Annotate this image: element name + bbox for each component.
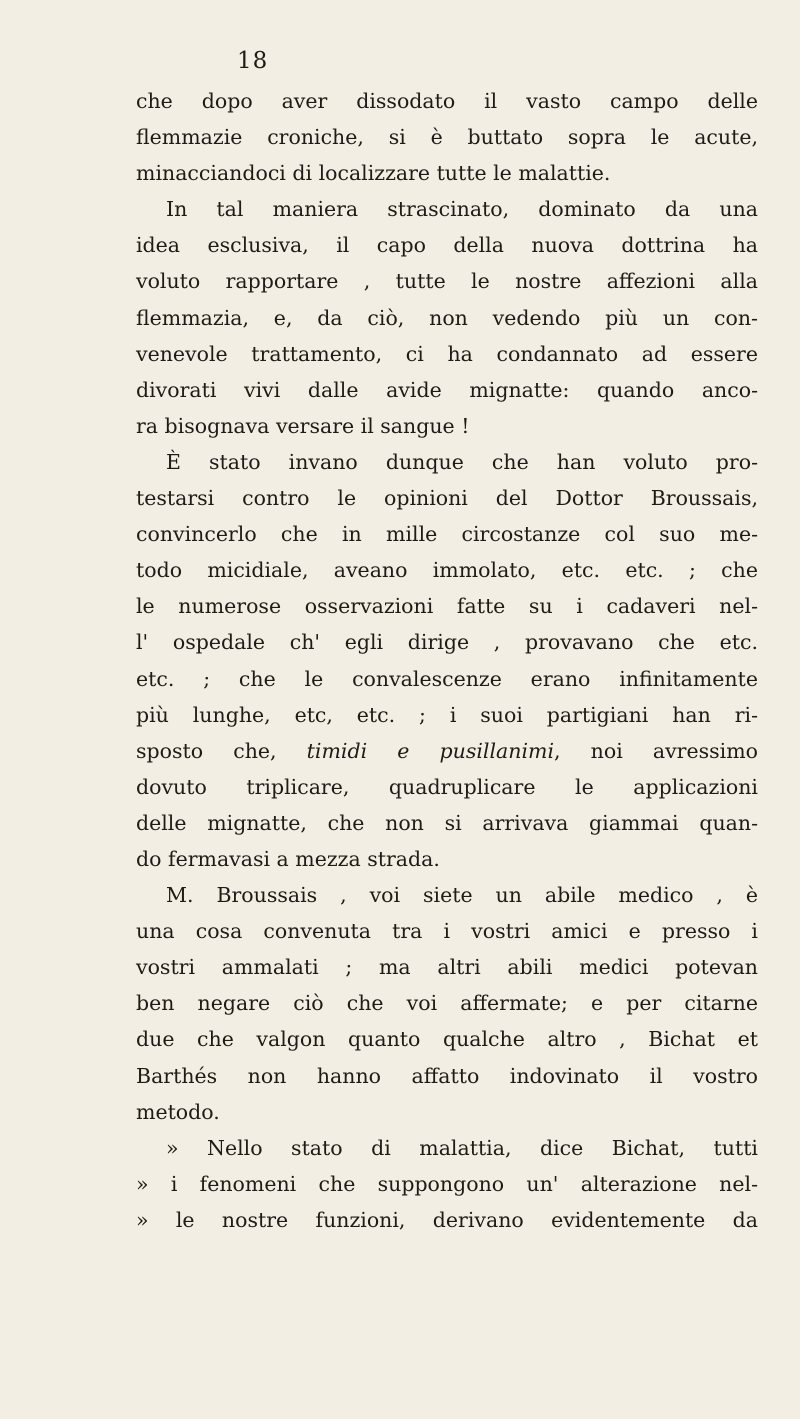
text-line: » Nello stato di malattia, dice Bichat, tutti [166,1135,758,1160]
text-line: do fermavasi a mezza strada. [136,846,440,871]
text-line: idea esclusiva, il capo della nuova dottrina ha [136,233,758,258]
text-line: vostri ammalati ; ma altri abili medici potevan [136,955,758,980]
text-line: che dopo aver dissodato il vasto campo delle [136,89,758,113]
text-line: minacciandoci di localizzare tutte le malattie. [136,161,611,186]
text-line: » i fenomeni che suppongono un' alterazione nel- [136,1171,758,1196]
italic-phrase: timidi e pusillanimi [306,738,555,763]
text-line: todo micidiale, aveano immolato, etc. etc. ; che [136,558,758,583]
text-line [136,733,758,769]
text-line: M. Broussais , voi siete un abile medico , è [166,883,758,908]
text-line: venevole trattamento, ci ha condannato ad essere [136,341,758,366]
text-line: ben negare ciò che voi affermate; e per citarne [136,991,758,1016]
text-line: l' ospedale ch' egli dirige , provavano che etc. [136,630,758,655]
text-line: In tal maniera strascinato, dominato da una [166,197,758,222]
text-line: una cosa convenuta tra i vostri amici e presso i [136,919,758,944]
text-line: metodo. [136,1099,220,1124]
text-line: flemmazia, e, da ciò, non vedendo più un con- [136,305,758,330]
text-line: voluto rapportare , tutte le nostre affezioni alla [136,269,758,294]
text-span: , noi avressimo [554,738,758,763]
body-text [136,83,758,1238]
text-line: più lunghe, etc, etc. ; i suoi partigiani han ri- [136,702,758,727]
text-line: divorati vivi dalle avide mignatte: quando anco- [136,377,758,402]
text-line: etc. ; che le convalescenze erano infinitamente [136,666,758,691]
text-line: » le nostre funzioni, derivano evidentemente da [136,1207,758,1232]
text-line: Barthés non hanno affatto indovinato il vostro [136,1063,758,1088]
text-line: testarsi contro le opinioni del Dottor Broussais, [136,486,758,511]
text-line: È stato invano dunque che han voluto pro- [166,449,758,474]
text-line: le numerose osservazioni fatte su i cadaveri nel- [136,594,758,619]
text-line: convincerlo che in mille circostanze col suo me- [136,522,758,547]
text-line: dovuto triplicare, quadruplicare le applicazioni [136,774,758,799]
page-number: 18 [237,48,269,74]
text-line: delle mignatte, che non si arrivava giammai quan- [136,810,758,835]
text-line: ra bisognava versare il sangue ! [136,413,470,438]
text-line: due che valgon quanto qualche altro , Bichat et [136,1027,758,1052]
text-line: flemmazie croniche, si è buttato sopra le acute, [136,125,758,150]
text-span: sposto che, [136,738,307,763]
